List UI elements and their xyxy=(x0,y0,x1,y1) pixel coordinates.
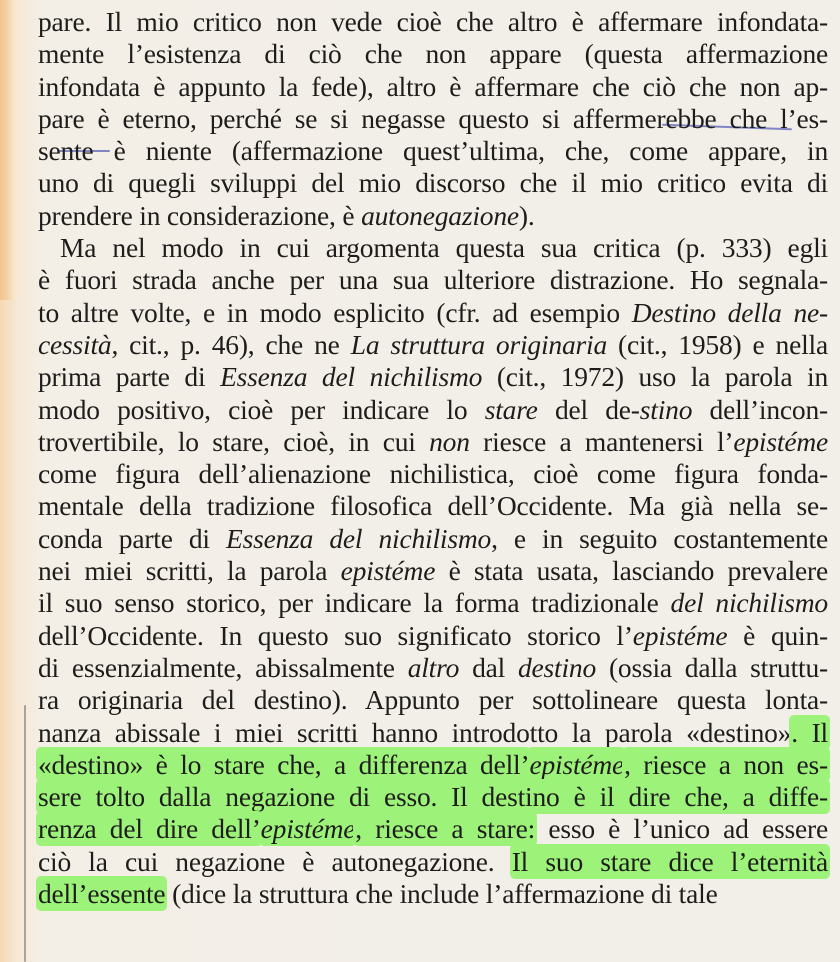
italic-text: Essenza del nichilismo xyxy=(220,361,483,393)
text-segment: to altre volte, e in modo esplicito (cfr. ad esempio xyxy=(38,296,632,328)
italic-text: autonegazione xyxy=(361,199,519,231)
highlighted-text: dell’essente xyxy=(38,878,166,910)
text-segment: conda parte di xyxy=(38,522,227,554)
text-line xyxy=(38,684,828,716)
highlighted-text: . Il xyxy=(791,716,828,748)
text-segment: il suo senso storico, per indicare la forma tradizionale xyxy=(38,587,671,619)
italic-text: Destino della ne- xyxy=(631,296,828,328)
text-line xyxy=(38,297,828,329)
italic-text: stino xyxy=(639,393,693,425)
text-line xyxy=(38,329,828,361)
text-segment: infondata è appunto la fede), altro è affermare che ciò che non ap- xyxy=(38,70,828,102)
italic-text: epistéme xyxy=(733,425,828,457)
italic-text: La struttura originaria xyxy=(350,328,608,360)
text-segment: ra originaria del destino). Appunto per sottolineare questa lonta- xyxy=(38,684,828,716)
text-line xyxy=(38,394,828,426)
text-line xyxy=(38,200,828,232)
text-segment: pare è eterno, perché se si negasse questo si affermerebbe che l’es- xyxy=(38,102,828,134)
text-line xyxy=(38,652,828,684)
highlighted-text: , riesce a non es- xyxy=(624,748,828,780)
highlighted-text: renza del dire dell’ xyxy=(38,813,261,845)
text-segment: mentale della tradizione filosofica dell’Occidente. Ma già nella se- xyxy=(38,490,828,522)
text-line xyxy=(38,6,828,38)
italic-text: Essenza del nichilismo xyxy=(226,522,492,554)
text-segment: è fuori strada anche per una sua ulteriore distrazione. Ho segnala- xyxy=(38,264,828,296)
body-text xyxy=(38,6,828,910)
text-segment: riesce a mantenersi l’ xyxy=(469,425,734,457)
italic-text: epistéme xyxy=(340,555,436,587)
text-segment: modo positivo, cioè per indicare lo xyxy=(38,393,485,425)
highlighted-text: Il suo stare dice l’eternità xyxy=(511,845,828,877)
highlighted-text: sere tolto dalla negazione di esso. Il destino è il dire che, a diffe- xyxy=(38,781,828,813)
text-segment: ). xyxy=(518,199,535,231)
text-line xyxy=(38,232,828,264)
text-segment: nanza abissale i miei scritti hanno introdotto la parola «destino» xyxy=(38,716,792,748)
italic-text: epistéme xyxy=(632,619,728,651)
text-segment: (ossia dalla struttu- xyxy=(596,651,828,683)
text-line xyxy=(38,749,828,781)
text-line xyxy=(38,781,828,813)
text-segment: pare. Il mio critico non vede cioè che altro è affermare infondata- xyxy=(38,6,828,37)
text-segment: nei miei scritti, la parola xyxy=(38,555,341,587)
text-line xyxy=(38,71,828,103)
text-line xyxy=(38,523,828,555)
italic-text: non xyxy=(429,425,470,457)
text-segment: sente è niente (affermazione quest’ultima, che, come appare, in xyxy=(38,135,828,167)
text-line xyxy=(38,103,828,135)
text-segment: trovertibile, lo stare, cioè, in cui xyxy=(38,425,430,457)
text-line xyxy=(38,264,828,296)
italic-text: cessità xyxy=(38,328,112,360)
text-segment: del de- xyxy=(537,393,640,425)
italic-text: altro xyxy=(407,651,460,683)
text-segment: dell’Occidente. In questo suo significato storico l’ xyxy=(38,619,633,651)
text-segment: ciò la cui negazione è autonegazione. xyxy=(38,845,512,877)
text-line xyxy=(38,38,828,70)
text-segment: (cit., 1958) e nella xyxy=(607,328,828,360)
margin-pencil-line xyxy=(24,705,26,962)
text-line xyxy=(38,167,828,199)
text-segment: prima parte di xyxy=(38,361,221,393)
text-segment: uno di quegli sviluppi del mio discorso che il mio critico evita di xyxy=(38,167,828,199)
text-segment: di essenzialmente, abissalmente xyxy=(38,651,408,683)
text-line xyxy=(38,361,828,393)
text-line xyxy=(38,490,828,522)
text-segment: prendere in considerazione, è xyxy=(38,199,362,231)
italic-text: destino xyxy=(517,651,597,683)
text-segment: (cit., 1972) uso la parola in xyxy=(482,361,829,393)
text-segment: , cit., p. 46), che ne xyxy=(111,328,351,360)
text-line xyxy=(38,878,828,910)
text-line xyxy=(38,846,828,878)
highlighted-text: epistéme xyxy=(260,813,356,845)
text-line xyxy=(38,587,828,619)
highlighted-text: «destino» è lo stare che, a differenza dell’ xyxy=(38,748,530,780)
text-segment: dell’incon- xyxy=(692,393,828,425)
text-line xyxy=(38,717,828,749)
text-segment: è quin- xyxy=(727,619,828,651)
text-line xyxy=(38,458,828,490)
text-segment: (dice la struttura che include l’affermazione di tale xyxy=(165,878,718,910)
italic-text: stare xyxy=(484,393,538,425)
highlighted-text: , riesce a stare: xyxy=(355,813,536,845)
text-segment: dal xyxy=(459,651,518,683)
text-line xyxy=(38,555,828,587)
text-segment: è stata usata, lasciando prevalere xyxy=(435,555,829,587)
page-edge-shadow xyxy=(0,0,14,300)
text-segment: esso è l’unico ad essere xyxy=(535,813,828,845)
text-line xyxy=(38,620,828,652)
text-line xyxy=(38,135,828,167)
text-line xyxy=(38,426,828,458)
text-segment: , e in seguito costantemente xyxy=(491,522,829,554)
text-segment: mente l’esistenza di ciò che non appare (questa affermazione xyxy=(38,38,828,70)
italic-text: del nichilismo xyxy=(670,587,828,619)
highlighted-text: epistéme xyxy=(529,748,625,780)
text-segment: Ma nel modo in cui argomenta questa sua critica (p. 333) egli xyxy=(60,232,828,264)
text-segment: come figura dell’alienazione nichilistica, cioè come figura fonda- xyxy=(38,458,828,490)
text-line xyxy=(38,813,828,845)
